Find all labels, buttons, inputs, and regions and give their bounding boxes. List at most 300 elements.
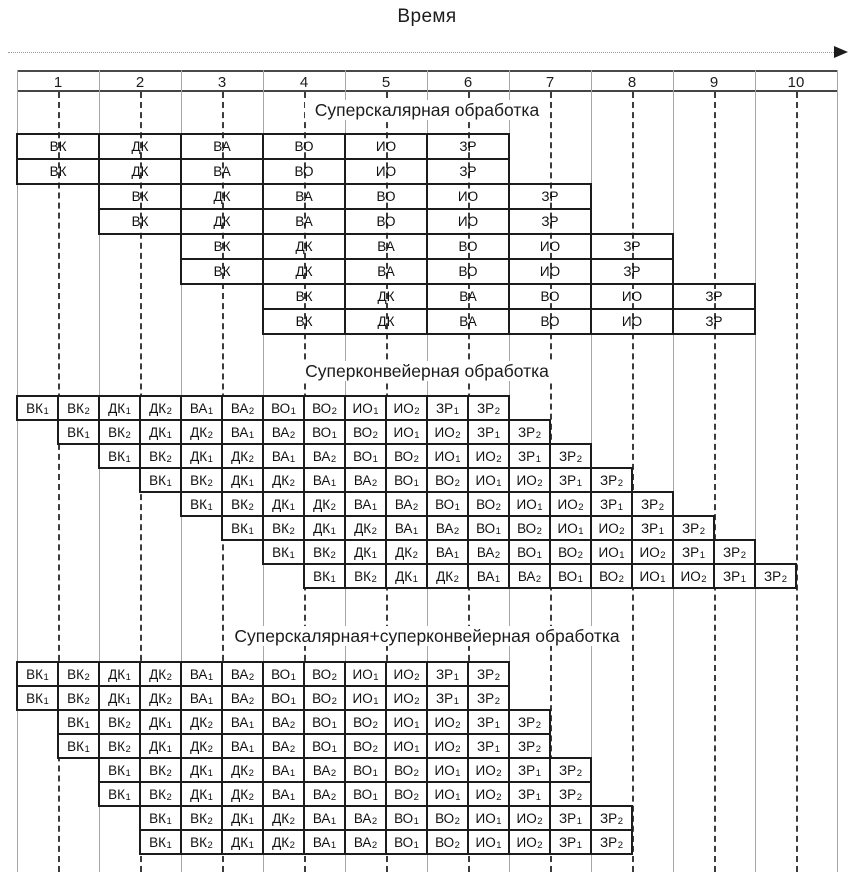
- stage-label-subscript: 1: [207, 502, 213, 513]
- stage-label: ИО: [475, 448, 496, 464]
- stage-label: ИО: [457, 214, 479, 229]
- stage-label: ЗР: [600, 834, 618, 850]
- stage-label-subscript: 1: [331, 430, 337, 441]
- stage-label: ВО: [476, 496, 496, 512]
- stage-label-subscript: 2: [84, 406, 90, 417]
- stage-cell: [467, 661, 510, 687]
- stage-cell: [57, 709, 100, 735]
- stage-label: ИО: [434, 714, 455, 730]
- stage-label: ИО: [434, 738, 455, 754]
- stage-cell: [262, 539, 305, 565]
- stage-label-subscript: 1: [453, 550, 460, 561]
- stage-label: ВК: [67, 690, 85, 706]
- stage-label-subscript: 1: [84, 744, 90, 755]
- stage-cell: [98, 395, 141, 421]
- stage-cell: [426, 395, 469, 421]
- time-axis-line: [8, 52, 840, 53]
- stage-label: ВК: [231, 520, 249, 536]
- stage-cell: [262, 781, 305, 807]
- stage-label: ВА: [271, 448, 290, 464]
- stage-label-subscript: 2: [207, 816, 213, 827]
- stage-cell: [180, 233, 264, 260]
- stage-label-subscript: 2: [330, 502, 336, 513]
- stage-label-subscript: 2: [207, 478, 213, 489]
- stage-label: ВК: [149, 472, 167, 488]
- stage-cell: [139, 661, 182, 687]
- stage-label: ИО: [393, 400, 414, 416]
- stage-label-subscript: 1: [166, 744, 172, 755]
- stage-cell: [467, 757, 510, 783]
- stage-label-subscript: 2: [84, 696, 90, 707]
- stage-cell: [426, 133, 510, 160]
- stage-label-subscript: 1: [371, 550, 377, 561]
- stage-cell: [139, 685, 182, 711]
- stage-cell: [344, 757, 387, 783]
- stage-label: ЗР: [559, 762, 577, 778]
- stage-label: ЗР: [641, 496, 659, 512]
- stage-cell: [139, 395, 182, 421]
- stage-label-subscript: 1: [740, 574, 746, 585]
- stage-cell: [467, 563, 510, 589]
- stage-label: ВА: [230, 690, 249, 706]
- stage-label: ВК: [190, 472, 208, 488]
- stage-cell: [467, 781, 510, 807]
- stage-cell: [180, 443, 223, 469]
- stage-label-subscript: 2: [248, 406, 255, 417]
- stage-label: ДК: [131, 164, 149, 179]
- stage-cell: [467, 685, 510, 711]
- stage-label-subscript: 1: [207, 768, 213, 779]
- stage-label-subscript: 2: [494, 550, 501, 561]
- stage-cell: [344, 233, 428, 260]
- stage-label: ДК: [190, 714, 208, 730]
- stage-label: ВА: [271, 762, 290, 778]
- stage-label: ВК: [67, 666, 85, 682]
- stage-cell: [262, 805, 305, 831]
- stage-label: ДК: [213, 189, 231, 204]
- stage-label-subscript: 1: [578, 526, 584, 537]
- stage-label-subscript: 1: [536, 550, 542, 561]
- stage-label: ИО: [475, 762, 496, 778]
- section-title-text: Суперскалярная обработка: [305, 100, 549, 120]
- stage-label: ИО: [434, 762, 455, 778]
- stage-label: ВО: [312, 714, 332, 730]
- stage-label-subscript: 2: [454, 840, 460, 851]
- stage-label: ЗР: [518, 786, 536, 802]
- stage-label: ВА: [230, 400, 249, 416]
- stage-label: ЗР: [477, 738, 495, 754]
- stage-label-subscript: 1: [125, 406, 131, 417]
- stage-label: ВК: [49, 139, 67, 154]
- stage-label: ВА: [271, 738, 290, 754]
- stage-label-subscript: 2: [289, 816, 295, 827]
- stage-label-subscript: 1: [496, 840, 502, 851]
- stage-label-subscript: 2: [453, 526, 460, 537]
- stage-cell: [262, 208, 346, 235]
- stage-label-subscript: 1: [658, 526, 664, 537]
- stage-label: ДК: [190, 786, 208, 802]
- stage-cell: [549, 491, 592, 517]
- stage-label: ЗР: [559, 448, 577, 464]
- stage-label: ИО: [639, 544, 660, 560]
- stage-label-subscript: 1: [576, 840, 582, 851]
- stage-cell: [590, 467, 633, 493]
- stage-label: ВА: [435, 544, 454, 560]
- stage-label: ИО: [352, 400, 373, 416]
- stage-label-subscript: 1: [331, 744, 337, 755]
- stage-cell: [221, 805, 264, 831]
- stage-cell: [262, 233, 346, 260]
- stage-label-subscript: 2: [414, 672, 420, 683]
- stage-cell: [180, 208, 264, 235]
- stage-label-subscript: 1: [207, 406, 214, 417]
- stage-label-subscript: 2: [535, 574, 542, 585]
- stage-cell: [180, 395, 223, 421]
- stage-label-subscript: 1: [207, 792, 213, 803]
- stage-label: ЗР: [459, 139, 477, 154]
- stage-label: ДК: [108, 690, 126, 706]
- stage-label-subscript: 2: [371, 478, 378, 489]
- stage-label: ИО: [393, 666, 414, 682]
- stage-label: ИО: [680, 568, 701, 584]
- stage-cell: [262, 661, 305, 687]
- stage-cell: [344, 419, 387, 445]
- stage-label: ИО: [475, 472, 496, 488]
- stage-cell: [467, 515, 510, 541]
- stage-label: ДК: [190, 762, 208, 778]
- stage-label-subscript: 1: [619, 550, 625, 561]
- stage-cell: [344, 515, 387, 541]
- stage-label: ЗР: [623, 239, 641, 254]
- stage-label-subscript: 1: [535, 768, 541, 779]
- stage-label: ВО: [394, 762, 414, 778]
- stage-label: ВА: [377, 239, 395, 254]
- stage-label-subscript: 2: [371, 840, 378, 851]
- section-title: [17, 97, 837, 124]
- stage-label-subscript: 2: [166, 454, 172, 465]
- stage-label: ВО: [394, 448, 414, 464]
- stage-cell: [631, 563, 674, 589]
- stage-cell: [426, 757, 469, 783]
- stage-cell: [303, 661, 346, 687]
- section-title-text: Суперскалярная+суперконвейерная обработка: [224, 626, 629, 646]
- stage-label: ВК: [190, 834, 208, 850]
- stage-label-subscript: 1: [248, 430, 255, 441]
- stage-cell: [98, 419, 141, 445]
- stage-label: ВО: [458, 264, 478, 279]
- stage-label-subscript: 1: [84, 720, 90, 731]
- stage-cell: [139, 805, 182, 831]
- stage-label: ДК: [272, 472, 290, 488]
- stage-cell: [139, 443, 182, 469]
- stage-cell: [385, 733, 428, 759]
- stage-cell: [221, 443, 264, 469]
- stage-label: ЗР: [436, 666, 454, 682]
- stage-label-subscript: 1: [166, 720, 172, 731]
- stage-label: ИО: [375, 139, 397, 154]
- grid-line-column: [755, 70, 756, 872]
- stage-label: ВА: [271, 786, 290, 802]
- stage-label: ДК: [190, 424, 208, 440]
- stage-label: ДК: [149, 400, 167, 416]
- stage-label-subscript: 1: [455, 454, 461, 465]
- stage-label: ЗР: [705, 289, 723, 304]
- stage-cell: [508, 208, 592, 235]
- stage-label: ИО: [434, 424, 455, 440]
- stage-label-subscript: 1: [290, 672, 296, 683]
- stage-label-subscript: 1: [84, 430, 90, 441]
- stage-label: ВА: [476, 544, 495, 560]
- stage-label-subscript: 1: [43, 406, 49, 417]
- stage-label-subscript: 1: [248, 478, 254, 489]
- stage-cell: [344, 443, 387, 469]
- stage-label: ДК: [213, 214, 231, 229]
- stage-cell: [303, 781, 346, 807]
- stage-cell: [385, 805, 428, 831]
- stage-label: ВК: [108, 738, 126, 754]
- stage-cell: [221, 467, 264, 493]
- stage-cell: [385, 563, 428, 589]
- stage-label-subscript: 2: [207, 720, 213, 731]
- stage-label-subscript: 1: [207, 454, 213, 465]
- stage-label: ИО: [393, 424, 414, 440]
- stage-label: ВК: [26, 666, 44, 682]
- stage-cell: [344, 661, 387, 687]
- grid-line-column: [17, 70, 18, 872]
- stage-label-subscript: 2: [248, 768, 254, 779]
- stage-cell: [508, 539, 551, 565]
- section-title: [17, 623, 837, 650]
- stage-cell: [344, 709, 387, 735]
- stage-cell: [221, 419, 264, 445]
- stage-cell: [98, 133, 182, 160]
- stage-label-subscript: 1: [494, 430, 500, 441]
- stage-cell: [303, 805, 346, 831]
- stage-cell: [262, 491, 305, 517]
- stage-cell: [180, 467, 223, 493]
- stage-cell: [467, 539, 510, 565]
- stage-label-subscript: 1: [494, 574, 501, 585]
- stage-cell: [508, 467, 551, 493]
- stage-label: ИО: [352, 666, 373, 682]
- stage-label: ВО: [312, 424, 332, 440]
- stage-label: ВК: [26, 400, 44, 416]
- stage-cell: [508, 709, 551, 735]
- stage-label-subscript: 2: [330, 768, 337, 779]
- stage-label: ИО: [516, 496, 537, 512]
- axis-tick-label: 10: [787, 74, 805, 91]
- stage-cell: [139, 829, 182, 855]
- stage-label: ВО: [353, 714, 373, 730]
- axis-tick-label: 2: [135, 74, 145, 91]
- stage-label: ДК: [108, 400, 126, 416]
- stage-cell: [508, 805, 551, 831]
- stage-cell: [508, 733, 551, 759]
- stage-cell: [385, 781, 428, 807]
- stage-label: ВА: [230, 666, 249, 682]
- stage-label: ВК: [108, 448, 126, 464]
- stage-cell: [426, 685, 469, 711]
- stage-label-subscript: 2: [413, 792, 419, 803]
- stage-label-subscript: 2: [248, 502, 254, 513]
- stage-cell: [221, 757, 264, 783]
- stage-label: ВА: [213, 164, 231, 179]
- stage-label: ВА: [312, 762, 331, 778]
- stage-label-subscript: 1: [414, 720, 420, 731]
- stage-label-subscript: 1: [535, 792, 541, 803]
- stage-label: ЗР: [559, 472, 577, 488]
- stage-label-subscript: 2: [413, 768, 419, 779]
- stage-label-subscript: 2: [781, 574, 787, 585]
- stage-label: ИО: [434, 448, 455, 464]
- stage-label: ЗР: [541, 214, 559, 229]
- stage-cell: [180, 757, 223, 783]
- stage-cell: [221, 515, 264, 541]
- stage-cell: [672, 308, 756, 335]
- stage-label-subscript: 2: [166, 696, 172, 707]
- stage-cell: [57, 661, 100, 687]
- section-title-text: Суперконвейерная обработка: [295, 361, 559, 381]
- stage-cell: [467, 419, 510, 445]
- stage-label-subscript: 2: [699, 526, 705, 537]
- stage-cell: [426, 829, 469, 855]
- stage-label-subscript: 1: [496, 478, 502, 489]
- stage-label-subscript: 2: [414, 406, 420, 417]
- stage-label-subscript: 1: [331, 720, 337, 731]
- stage-label-subscript: 1: [537, 502, 543, 513]
- stage-label-subscript: 1: [576, 478, 582, 489]
- stage-label: ВА: [189, 666, 208, 682]
- stage-cell: [262, 829, 305, 855]
- stage-cell: [590, 515, 633, 541]
- stage-cell: [221, 781, 264, 807]
- stage-label-subscript: 2: [331, 406, 337, 417]
- stage-cell: [385, 419, 428, 445]
- stage-label: ВК: [67, 424, 85, 440]
- stage-label-subscript: 1: [371, 502, 378, 513]
- stage-label: ВО: [312, 666, 332, 682]
- stage-cell: [98, 757, 141, 783]
- stage-label: ЗР: [600, 472, 618, 488]
- stage-label-subscript: 1: [125, 696, 131, 707]
- stage-cell: [16, 133, 100, 160]
- stage-label: ИО: [639, 568, 660, 584]
- stage-label: ЗР: [436, 400, 454, 416]
- stage-cell: [180, 491, 223, 517]
- stage-cell: [98, 661, 141, 687]
- section-title: [17, 358, 837, 385]
- stage-cell: [426, 419, 469, 445]
- stage-cell: [426, 709, 469, 735]
- grid-line-column: [837, 70, 838, 872]
- stage-label: ВО: [353, 448, 373, 464]
- stage-cell: [385, 443, 428, 469]
- axis-tick-label: 9: [709, 74, 719, 91]
- stage-label-subscript: 1: [166, 478, 172, 489]
- stage-cell: [590, 805, 633, 831]
- stage-label: ДК: [231, 786, 249, 802]
- stage-cell: [139, 733, 182, 759]
- stage-label: ДК: [377, 314, 395, 329]
- stage-label: ВО: [540, 289, 560, 304]
- stage-label-subscript: 1: [166, 840, 172, 851]
- stage-cell: [180, 709, 223, 735]
- stage-label: ВК: [231, 496, 249, 512]
- stage-cell: [549, 539, 592, 565]
- stage-label-subscript: 2: [576, 768, 582, 779]
- stage-label-subscript: 2: [207, 840, 213, 851]
- stage-cell: [426, 661, 469, 687]
- stage-label: ВА: [435, 520, 454, 536]
- stage-label: ДК: [436, 568, 454, 584]
- stage-label-subscript: 2: [617, 478, 623, 489]
- stage-label: ВО: [540, 314, 560, 329]
- stage-label: ВО: [558, 544, 578, 560]
- stage-cell: [303, 539, 346, 565]
- stage-cell: [303, 757, 346, 783]
- stage-label-subscript: 1: [330, 526, 336, 537]
- stage-cell: [631, 515, 674, 541]
- stage-cell: [180, 158, 264, 185]
- stage-label-subscript: 2: [248, 454, 254, 465]
- stage-cell: [508, 443, 551, 469]
- stage-label-subscript: 2: [166, 792, 172, 803]
- stage-cell: [385, 829, 428, 855]
- stage-label-subscript: 2: [372, 720, 378, 731]
- stage-label-subscript: 1: [125, 792, 131, 803]
- stage-label-subscript: 1: [455, 768, 461, 779]
- stage-label-subscript: 2: [660, 550, 666, 561]
- stage-label-subscript: 1: [412, 574, 418, 585]
- stage-label-subscript: 1: [43, 696, 49, 707]
- stage-label: ИО: [475, 810, 496, 826]
- stage-label-subscript: 2: [207, 744, 213, 755]
- stage-label: ВО: [435, 496, 455, 512]
- stage-label-subscript: 1: [289, 768, 296, 779]
- stage-label: ЗР: [682, 544, 700, 560]
- stage-label: ВА: [230, 424, 249, 440]
- stage-cell: [426, 781, 469, 807]
- stage-cell: [672, 539, 715, 565]
- stage-cell: [98, 443, 141, 469]
- stage-label-subscript: 2: [330, 550, 336, 561]
- stage-cell: [385, 491, 428, 517]
- stage-label: ЗР: [518, 738, 536, 754]
- stage-label: ДК: [272, 496, 290, 512]
- stage-label: ВА: [189, 690, 208, 706]
- stage-cell: [16, 158, 100, 185]
- stage-cell: [344, 733, 387, 759]
- stage-label-subscript: 1: [373, 672, 379, 683]
- stage-label: ВК: [354, 568, 372, 584]
- stage-cell: [262, 757, 305, 783]
- stage-label: ВА: [377, 264, 395, 279]
- stage-label-subscript: 2: [496, 792, 502, 803]
- stage-label-subscript: 2: [371, 816, 378, 827]
- stage-label-subscript: 2: [166, 672, 172, 683]
- stage-label: ЗР: [559, 786, 577, 802]
- stage-label: ВК: [108, 762, 126, 778]
- stage-label: ДК: [190, 448, 208, 464]
- stage-label: ДК: [131, 139, 149, 154]
- stage-label-subscript: 1: [330, 478, 337, 489]
- stage-cell: [426, 258, 510, 285]
- stage-label: ВА: [459, 314, 477, 329]
- stage-label: ВО: [558, 568, 578, 584]
- stage-label: ДК: [272, 834, 290, 850]
- stage-label-subscript: 2: [535, 430, 541, 441]
- stage-cell: [16, 685, 59, 711]
